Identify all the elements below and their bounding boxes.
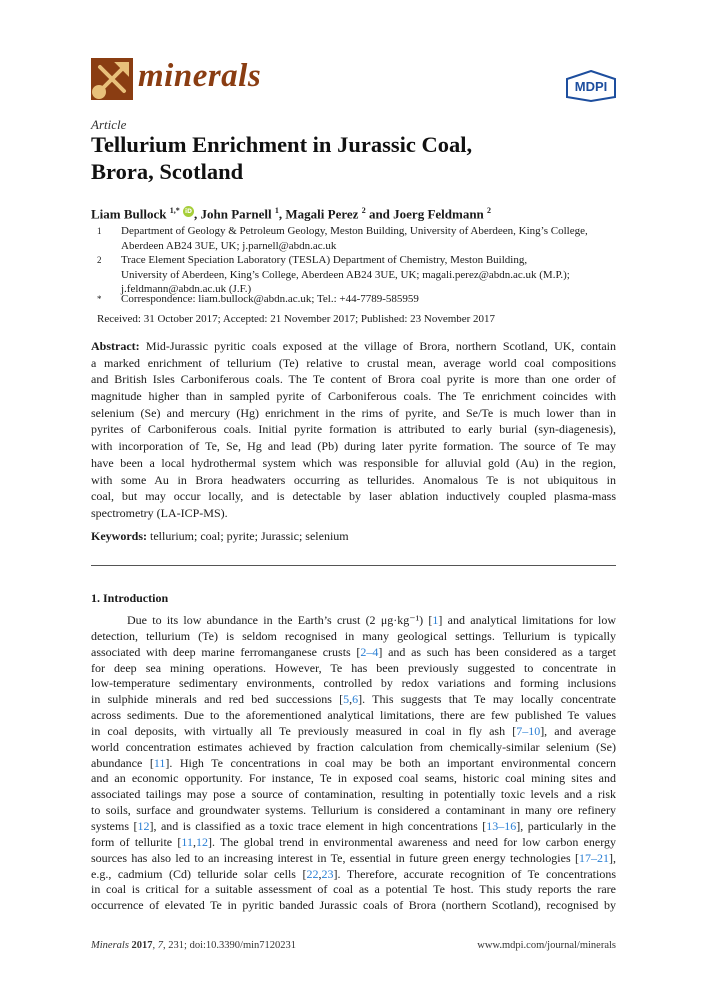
body-text: associated tailings may pose a source of contamination, resulting in potentially toxic levels and a risk <box>91 787 616 802</box>
paragraph-line <box>91 724 616 740</box>
body-text: ] and analytical limitations for low <box>438 613 616 627</box>
body-text: and an economic opportunity. For instance, Te in exposed coal seams, historic coal mining sites and <box>91 771 616 786</box>
reference-link[interactable]: 6 <box>352 692 359 707</box>
paragraph-line <box>91 692 616 708</box>
abstract-line <box>91 438 616 455</box>
abstract-line <box>91 505 616 522</box>
paragraph-line <box>91 740 616 756</box>
body-text: , <box>349 692 353 707</box>
body-text: , <box>192 834 196 849</box>
keywords <box>91 529 616 544</box>
abstract-text: and British Isles Carboniferous coals. The Te content of Brora coal pyrite is more than one order of <box>91 372 616 387</box>
footer-journal: Minerals <box>91 940 129 951</box>
intro-body <box>91 613 616 914</box>
publisher-logo <box>565 70 617 102</box>
body-text: across sediments. Due to the aforementioned analytical limitations, there are few published Te values <box>91 708 616 723</box>
abstract-line <box>91 371 616 388</box>
footer-doi[interactable]: , 231; doi:10.3390/min7120231 <box>163 940 297 951</box>
author-affiliation: 1 <box>274 206 279 215</box>
reference-link[interactable]: 11 <box>181 834 193 849</box>
publication-dates: Received: 31 October 2017; Accepted: 21 November 2017; Published: 23 November 2017 <box>97 313 496 325</box>
abstract-text: coal, but may occur locally, and is detectable by laser ablation inductively coupled plasma-mass <box>91 489 616 504</box>
body-text: ] and as such has been considered as a target <box>378 644 616 659</box>
affiliation-number: 2 <box>97 255 102 265</box>
body-text: systems [ <box>91 818 138 833</box>
paragraph-line <box>91 661 616 677</box>
paragraph-line <box>91 835 616 851</box>
title-line: Tellurium Enrichment in Jurassic Coal, <box>91 132 473 157</box>
paragraph-line <box>91 898 616 914</box>
abstract-line <box>91 455 616 472</box>
footer-year: 2017 <box>128 940 153 951</box>
paragraph-line <box>91 771 616 787</box>
body-text: ]. This suggests that Te may locally concentrate <box>358 692 616 707</box>
abstract-line <box>91 405 616 422</box>
journal-url[interactable]: www.mdpi.com/journal/minerals <box>477 940 616 951</box>
abstract-text: magnitude higher than in sampled pyrite of Carboniferous coals. The Te enrichment coincides with <box>91 389 616 404</box>
paragraph-line <box>91 613 616 629</box>
body-text: , <box>318 866 322 881</box>
body-text: world concentration estimates achieved by fraction calculation from chemically-similar selenium (Se) <box>91 739 616 754</box>
affiliation-line: j.feldmann@abdn.ac.uk (J.F.) <box>121 283 252 295</box>
paragraph-line <box>91 851 616 867</box>
paragraph-line <box>91 803 616 819</box>
abstract-text: spectrometry (LA-ICP-MS). <box>91 505 228 520</box>
body-text: sources has also led to an increasing interest in Te, essential in future green energy technologies [ <box>91 850 579 865</box>
paragraph-line <box>91 819 616 835</box>
author-list <box>91 206 491 222</box>
reference-link[interactable]: 1 <box>432 613 439 627</box>
reference-link[interactable]: 17–21 <box>579 850 609 865</box>
paragraph-line <box>91 882 616 898</box>
orcid-icon[interactable]: iD <box>184 208 193 216</box>
body-text: in coal is critical for a suitable assessment of coal as a potential Te host. This study reports the rare <box>91 882 616 897</box>
paragraph-line <box>91 629 616 645</box>
reference-link[interactable]: 7–10 <box>516 723 541 738</box>
body-text: ]. The global trend in environmental awareness and need for low carbon energy <box>207 834 616 849</box>
affiliation-number: 1 <box>97 226 102 236</box>
reference-link[interactable]: 12 <box>137 818 150 833</box>
author-affiliation: 1,* <box>169 206 180 215</box>
citation-footer <box>91 940 296 951</box>
paragraph-line <box>91 867 616 883</box>
affiliation-number: * <box>97 294 102 304</box>
body-text: in coal deposits, with virtually all Te previously measured in coal in fly ash [ <box>91 723 517 738</box>
body-text: ], and is classified as a toxic trace element in high concentrations [ <box>149 818 487 833</box>
affiliation-line: University of Aberdeen, King’s College, Aberdeen AB24 3UE, UK; magali.perez@abdn.ac.uk (M.P.); <box>121 268 570 281</box>
abstract-line <box>91 338 616 355</box>
author-affiliation: 2 <box>361 206 366 215</box>
paragraph-line <box>91 756 616 772</box>
reference-link[interactable]: 13–16 <box>486 818 517 833</box>
journal-logo-icon <box>91 58 133 100</box>
abstract-line <box>91 355 616 372</box>
abstract-text: with incorporation of Te, Se, Hg and lead (Pb) during later pyrite formation. The source of Te may <box>91 439 616 454</box>
body-text: detection, tellurium (Te) is seldom recognised in many geological settings. Tellurium is typically <box>91 628 616 643</box>
body-text: Due to its low abundance in the Earth’s crust (2 μg·kg⁻¹) [ <box>127 613 433 627</box>
abstract-line <box>91 421 616 438</box>
body-text: to soils, surface and groundwater systems. Tellurium is considered a contaminant in many ore refinery <box>91 803 616 818</box>
reference-link[interactable]: 5 <box>343 692 350 707</box>
body-text: ], and average <box>540 723 616 738</box>
section-heading: 1. Introduction <box>91 591 169 605</box>
reference-link[interactable]: 11 <box>153 755 166 770</box>
abstract-text: have been a local hydrothermal system which was responsible for alluvial gold (Au) in the region, <box>91 455 616 470</box>
abstract <box>91 338 616 522</box>
body-text: low-temperature sedimentary environments, controlled by redox variations and forming inclusions <box>91 676 616 691</box>
body-text: e.g., cadmium (Cd) telluride solar cells [ <box>91 866 307 881</box>
body-text: abundance [ <box>91 755 154 770</box>
abstract-text: with some Au in Brora headwaters occurring as tellurides. Anomalous Te is not ubiquitous in <box>91 472 616 487</box>
correspondence-line: Correspondence: liam.bullock@abdn.ac.uk; Tel.: +44-7789-585959 <box>121 293 419 305</box>
reference-link[interactable]: 23 <box>321 866 334 881</box>
reference-link[interactable]: 12 <box>195 834 208 849</box>
title-line: Brora, Scotland <box>91 159 244 184</box>
article-type: Article <box>91 117 127 132</box>
abstract-text: pyrites of Carboniferous coals. Initial pyrite formation is attributed to early burial (syn-diagenesis), <box>91 422 616 437</box>
body-text: ], particularly in the <box>516 818 616 833</box>
divider <box>91 565 616 566</box>
paragraph-line <box>91 645 616 661</box>
abstract-line <box>91 488 616 505</box>
reference-link[interactable]: 2–4 <box>360 644 379 659</box>
footer-volume: , 7 <box>152 940 164 951</box>
author-name[interactable]: , Magali Perez <box>278 206 359 222</box>
affiliation-line: Aberdeen AB24 3UE, UK; j.parnell@abdn.ac.uk <box>121 239 337 252</box>
page-title <box>91 131 472 185</box>
paragraph-line <box>91 676 616 692</box>
body-text: ]. High Te concentrations in coal may be both an important environmental concern <box>165 755 616 770</box>
keywords-label: Keywords: <box>91 529 147 543</box>
paragraph-line <box>91 708 616 724</box>
body-text: occurrence of elevated Te in pyritic banded Jurassic coals of Brora (northern Scotland), recognised by <box>91 898 616 913</box>
body-text: ]. Therefore, accurate recognition of Te concentrations <box>333 866 616 881</box>
abstract-line <box>91 472 616 489</box>
body-text: ], <box>609 850 616 865</box>
abstract-text: a marked enrichment of tellurium (Te) relative to crustal mean, average world coal compositions <box>91 355 616 370</box>
affiliation-line: Trace Element Speciation Laboratory (TESLA) Department of Chemistry, Meston Building, <box>121 254 528 266</box>
abstract-text: selenium (Se) and mercury (Hg) enrichment in the rims of pyrite, and Se/Te is much lower than in <box>91 405 616 420</box>
reference-link[interactable]: 22 <box>306 866 319 881</box>
author-affiliation: 2 <box>487 206 492 215</box>
journal-name: minerals <box>138 58 262 94</box>
affiliation-line: Department of Geology & Petroleum Geology, Meston Building, University of Aberdeen, King’s College, <box>121 225 588 237</box>
body-text: in sulphide minerals and red bed successions [ <box>91 692 344 707</box>
author-name[interactable]: and Joerg Feldmann <box>365 206 484 222</box>
body-text: for deep sea mining operations. However, Te has been previously suggested to concentrate in <box>91 660 616 675</box>
author-name[interactable]: , John Parnell <box>194 206 272 222</box>
publisher-name: MDPI <box>574 79 608 94</box>
abstract-label: Abstract: <box>91 339 140 353</box>
keywords-text: tellurium; coal; pyrite; Jurassic; selenium <box>147 529 349 543</box>
author-name[interactable]: Liam Bullock <box>91 206 167 222</box>
paragraph-line <box>91 787 616 803</box>
abstract-line <box>91 388 616 405</box>
body-text: form of tellurite [ <box>91 834 182 849</box>
body-text: associated with deep marine ferromanganese crusts [ <box>91 644 361 659</box>
abstract-text: Mid-Jurassic pyritic coals exposed at the village of Brora, northern Scotland, UK, contain <box>139 339 616 353</box>
